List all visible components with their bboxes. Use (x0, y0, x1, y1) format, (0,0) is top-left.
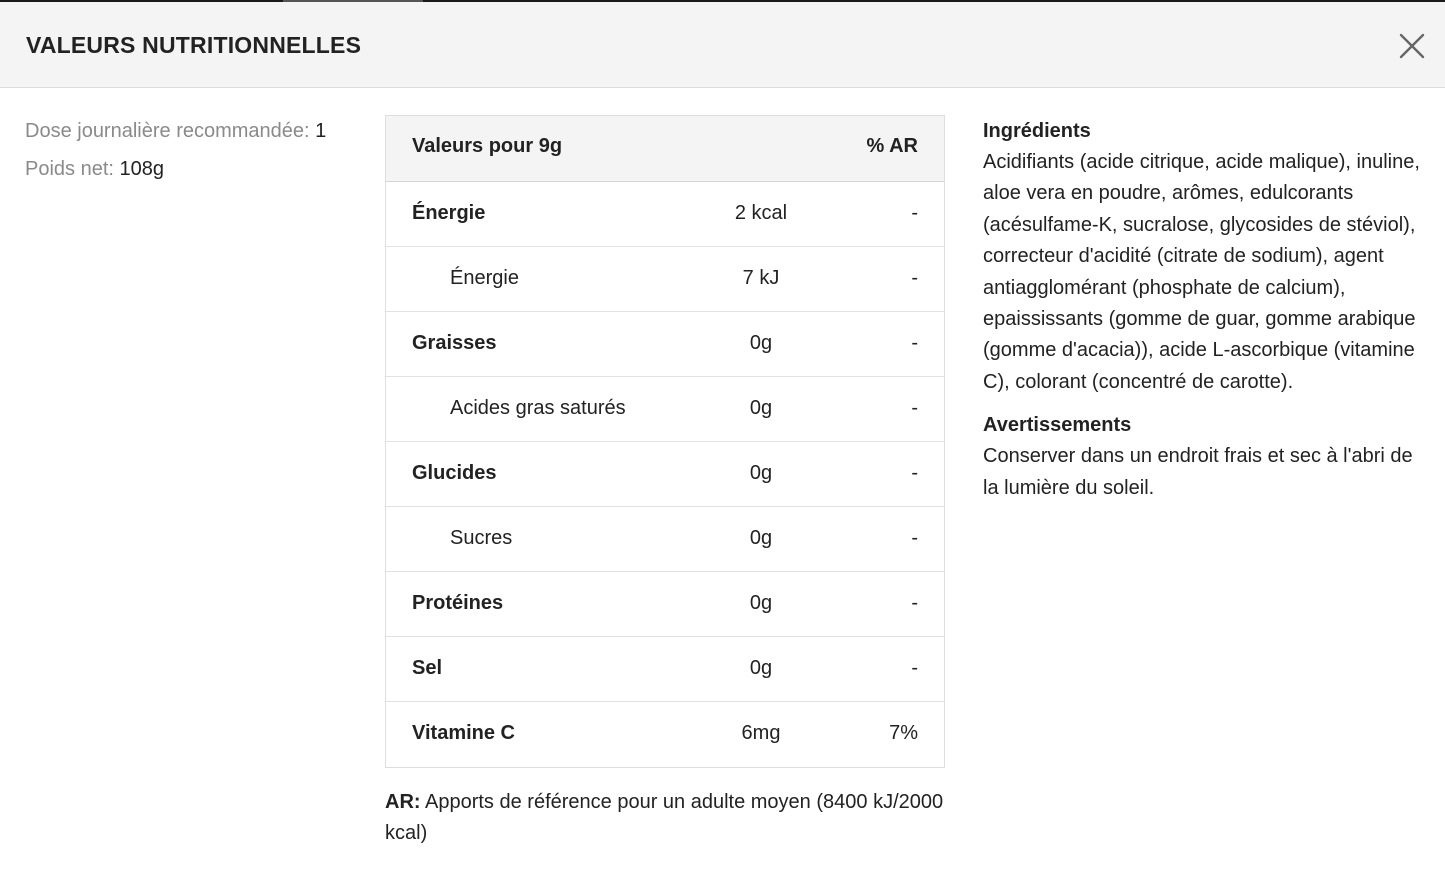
nutrient-pct: - (911, 462, 918, 484)
nutrient-name: Acides gras saturés (450, 397, 626, 419)
net-weight-label: Poids net: (25, 158, 114, 180)
nutrient-amount: 6mg (741, 722, 781, 744)
table-header (386, 116, 944, 182)
table-row (386, 442, 944, 507)
nutrient-name: Énergie (412, 202, 486, 224)
product-info (25, 117, 365, 193)
daily-dose-label: Dose journalière recommandée: (25, 120, 310, 142)
nutrient-name: Graisses (412, 332, 497, 354)
nutrient-amount: 0g (749, 332, 773, 354)
table-row (386, 637, 944, 702)
nutrient-pct: - (911, 267, 918, 289)
table-row (386, 182, 944, 247)
footnote-abbr: AR: (385, 791, 421, 813)
table-row (386, 247, 944, 312)
daily-dose (25, 117, 365, 145)
ingredients-text: Acidifiants (acide citrique, acide malique), inuline, aloe vera en poudre, arômes, edulcorants (acésulfame-K, sucralose, glycosides de stéviol), correcteur d'acidité (citrate de sodium), agent antiagglomérant (phosphate de calcium), epaississants (gomme de guar, gomme arabique (gomme d'acacia)), acide L-ascorbique (vitamine C), colorant (concentré de carotte). (983, 151, 1420, 393)
nutrient-pct: 7% (889, 722, 918, 744)
warnings-title: Avertissements (983, 414, 1132, 437)
close-icon (1396, 30, 1428, 62)
nutrient-name: Protéines (412, 592, 504, 614)
header-ar: % AR (866, 135, 918, 157)
nutrient-name: Énergie (450, 267, 519, 289)
nutrient-amount: 0g (749, 462, 773, 484)
nutrient-pct: - (911, 527, 918, 549)
nutrient-amount: 7 kJ (742, 267, 780, 289)
ar-footnote (385, 787, 945, 849)
table-row (386, 572, 944, 637)
nutrient-name: Sucres (450, 527, 513, 549)
nutrient-pct: - (911, 397, 918, 419)
nutrient-pct: - (911, 202, 918, 224)
footnote-text: Apports de référence pour un adulte moyen (8400 kJ/2000 kcal) (385, 791, 944, 844)
nutrient-amount: 0g (749, 527, 773, 549)
net-weight-value: 108g (119, 158, 165, 180)
table-row (386, 507, 944, 572)
daily-dose-value: 1 (315, 120, 327, 142)
nutrient-name: Vitamine C (412, 722, 515, 744)
nutrient-pct: - (911, 657, 918, 679)
nutrient-amount: 0g (749, 592, 773, 614)
modal-title: VALEURS NUTRITIONNELLES (26, 32, 362, 58)
table-row (386, 377, 944, 442)
nutrient-pct: - (911, 332, 918, 354)
nutrient-name: Glucides (412, 462, 497, 484)
nutrition-table (385, 115, 945, 768)
ingredients-title: Ingrédients (983, 120, 1091, 142)
close-button[interactable] (1396, 30, 1428, 62)
net-weight (25, 155, 365, 183)
table-row (386, 312, 944, 377)
nutrient-amount: 0g (749, 397, 773, 419)
nutrient-pct: - (911, 592, 918, 614)
nutrient-amount: 0g (749, 657, 773, 679)
modal-header (0, 2, 1445, 88)
nutrient-name: Sel (412, 657, 443, 679)
nutrient-amount: 2 kcal (734, 202, 788, 224)
header-values-per: Valeurs pour 9g (412, 135, 563, 157)
product-details (983, 116, 1433, 504)
table-row (386, 702, 944, 767)
warnings-text: Conserver dans un endroit frais et sec à l'abri de la lumière du soleil. (983, 445, 1413, 499)
